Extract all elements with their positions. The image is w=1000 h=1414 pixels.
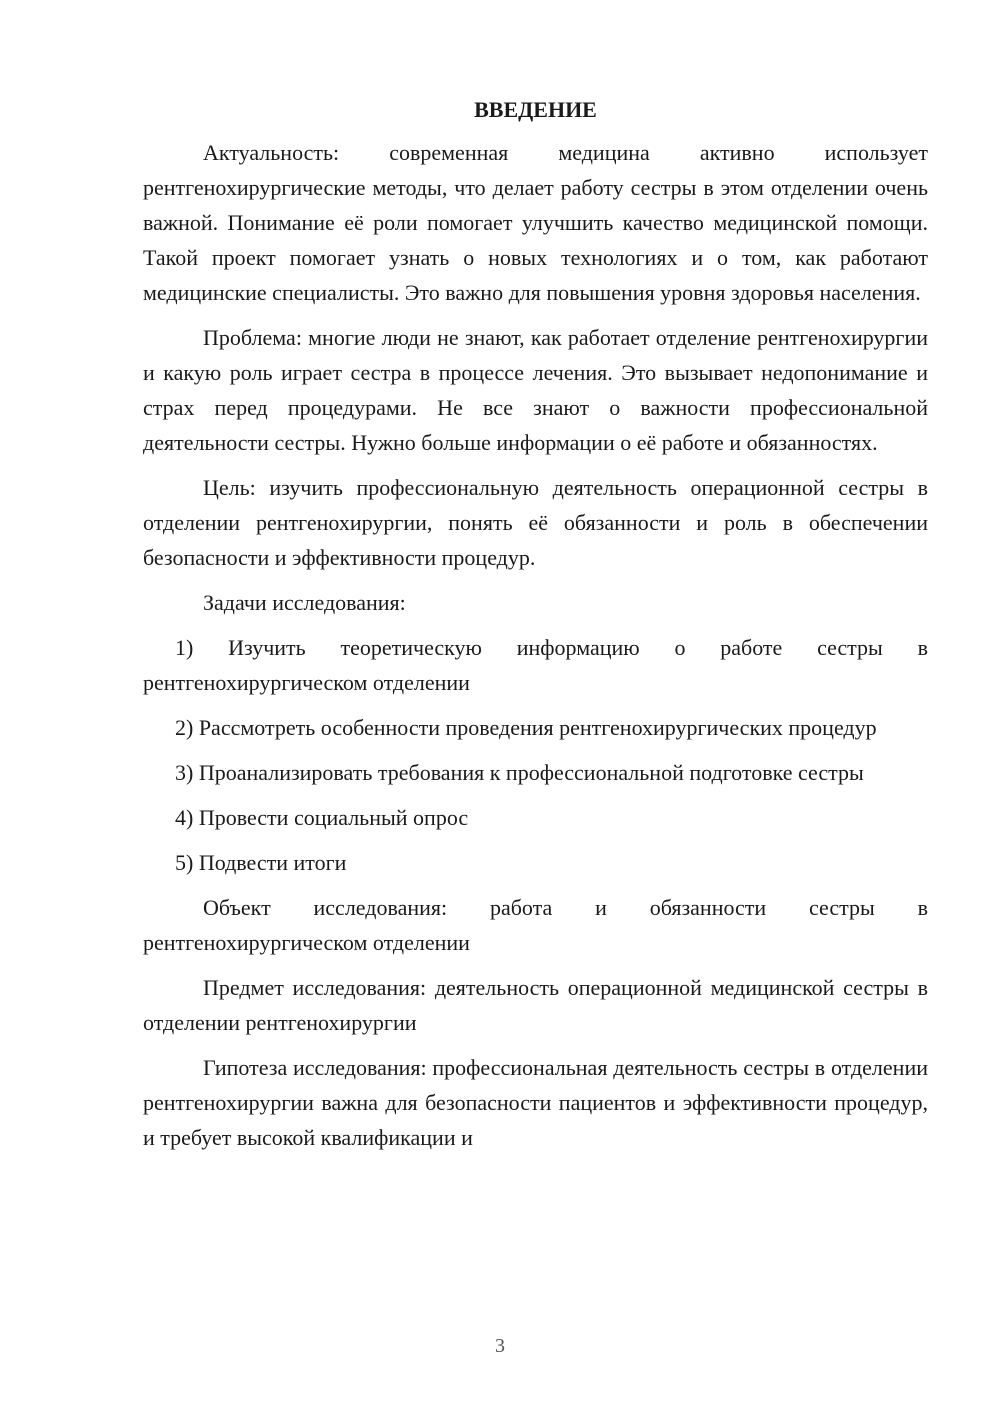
paragraph-subject: Предмет исследования: деятельность операционной медицинской сестры в отделении рентгенохирургии: [143, 975, 928, 1035]
task-item-3: 3) Проанализировать требования к профессиональной подготовке сестры: [175, 760, 864, 785]
page-number: 3: [495, 1335, 505, 1357]
tasks-heading: Задачи исследования:: [203, 590, 406, 615]
paragraph-object: Объект исследования: работа и обязанности сестры в рентгенохирургическом отделении: [143, 895, 928, 955]
paragraph-hypothesis: Гипотеза исследования: профессиональная деятельность сестры в отделении рентгенохирургии важна для безопасности пациентов и эффективности процедур, и требует высокой квалификации и: [143, 1055, 928, 1150]
task-item-5: 5) Подвести итоги: [175, 850, 347, 875]
task-item-2: 2) Рассмотреть особенности проведения рентгенохирургических процедур: [175, 715, 877, 740]
paragraph-goal: Цель: изучить профессиональную деятельность операционной сестры в отделении рентгенохирургии, понять её обязанности и роль в обеспечении безопасности и эффективности процедур.: [143, 475, 928, 570]
page-title: ВВЕДЕНИЕ: [474, 97, 597, 122]
paragraph-problem: Проблема: многие люди не знают, как работает отделение рентгенохирургии и какую роль играет сестра в процессе лечения. Это вызывает недопонимание и страх перед процедурами. Не все знают о важности профессиональной деятельности сестры. Нужно больше информации о её работе и обязанностях.: [143, 325, 928, 455]
task-item-1: 1) Изучить теоретическую информацию о работе сестры в рентгенохирургическом отделении: [143, 635, 928, 695]
paragraph-relevance: Актуальность: современная медицина активно использует рентгенохирургические методы, что делает работу сестры в этом отделении очень важной. Понимание её роли помогает улучшить качество медицинской помощи. Такой проект помогает узнать о новых технологиях и о том, как работают медицинские специалисты. Это важно для повышения уровня здоровья населения.: [143, 140, 928, 305]
document-page: [143, 95, 928, 1165]
task-item-4: 4) Провести социальный опрос: [175, 805, 469, 830]
